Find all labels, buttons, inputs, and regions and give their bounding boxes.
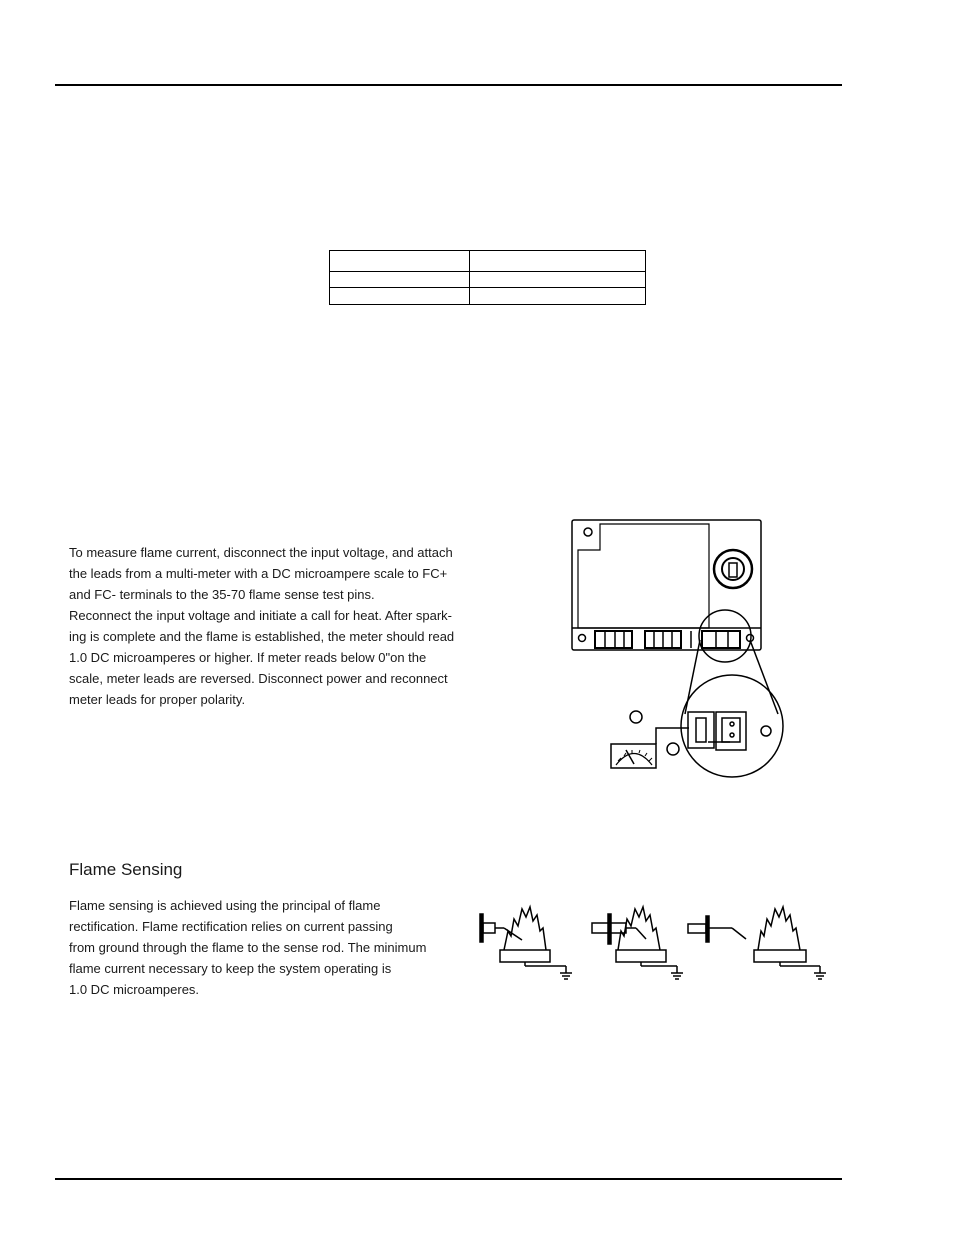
section-heading: Flame Sensing bbox=[69, 860, 183, 879]
table-row bbox=[330, 272, 646, 288]
flame-rod-diagram-2 bbox=[592, 907, 683, 979]
table-cell bbox=[470, 272, 646, 288]
table-cell bbox=[330, 288, 470, 305]
table-cell bbox=[330, 251, 470, 272]
paragraph-line: from ground through the flame to the sense rod. The minimum bbox=[69, 940, 427, 955]
flame-rod-diagram-1 bbox=[480, 907, 572, 979]
paragraph-line: meter leads for proper polarity. bbox=[69, 692, 246, 707]
paragraph-line: flame current necessary to keep the system operating is bbox=[69, 961, 392, 976]
flame-rod-diagram-3 bbox=[688, 907, 826, 979]
paragraph-line: the leads from a multi-meter with a DC microampere scale to FC+ bbox=[69, 566, 448, 581]
table-cell bbox=[330, 272, 470, 288]
flame-rod-positions-icon bbox=[470, 895, 840, 985]
paragraph-line: Flame sensing is achieved using the principal of flame bbox=[69, 898, 381, 913]
paragraph-line: 1.0 DC microamperes or higher. If meter reads below 0"on the bbox=[69, 650, 427, 665]
paragraph-line: Reconnect the input voltage and initiate a call for heat. After spark- bbox=[69, 608, 453, 623]
table-cell bbox=[470, 288, 646, 305]
paragraph-line: and FC- terminals to the 35-70 flame sense test pins. bbox=[69, 587, 375, 602]
header-rule bbox=[55, 84, 842, 86]
paragraph-line: To measure flame current, disconnect the input voltage, and attach bbox=[69, 545, 453, 560]
table-row bbox=[330, 288, 646, 305]
flame-current-paragraph bbox=[69, 542, 454, 710]
data-table bbox=[329, 250, 646, 305]
paragraph-line: ing is complete and the flame is established, the meter should read bbox=[69, 629, 455, 644]
table-cell bbox=[470, 251, 646, 272]
paragraph-line: 1.0 DC microamperes. bbox=[69, 982, 200, 997]
flame-sensing-paragraph bbox=[69, 895, 426, 1000]
paragraph-line: rectification. Flame rectification relies on current passing bbox=[69, 919, 393, 934]
paragraph-line: scale, meter leads are reversed. Disconnect power and reconnect bbox=[69, 671, 448, 686]
table-row bbox=[330, 251, 646, 272]
footer-rule bbox=[55, 1178, 842, 1180]
control-module-meter-icon bbox=[560, 512, 790, 784]
